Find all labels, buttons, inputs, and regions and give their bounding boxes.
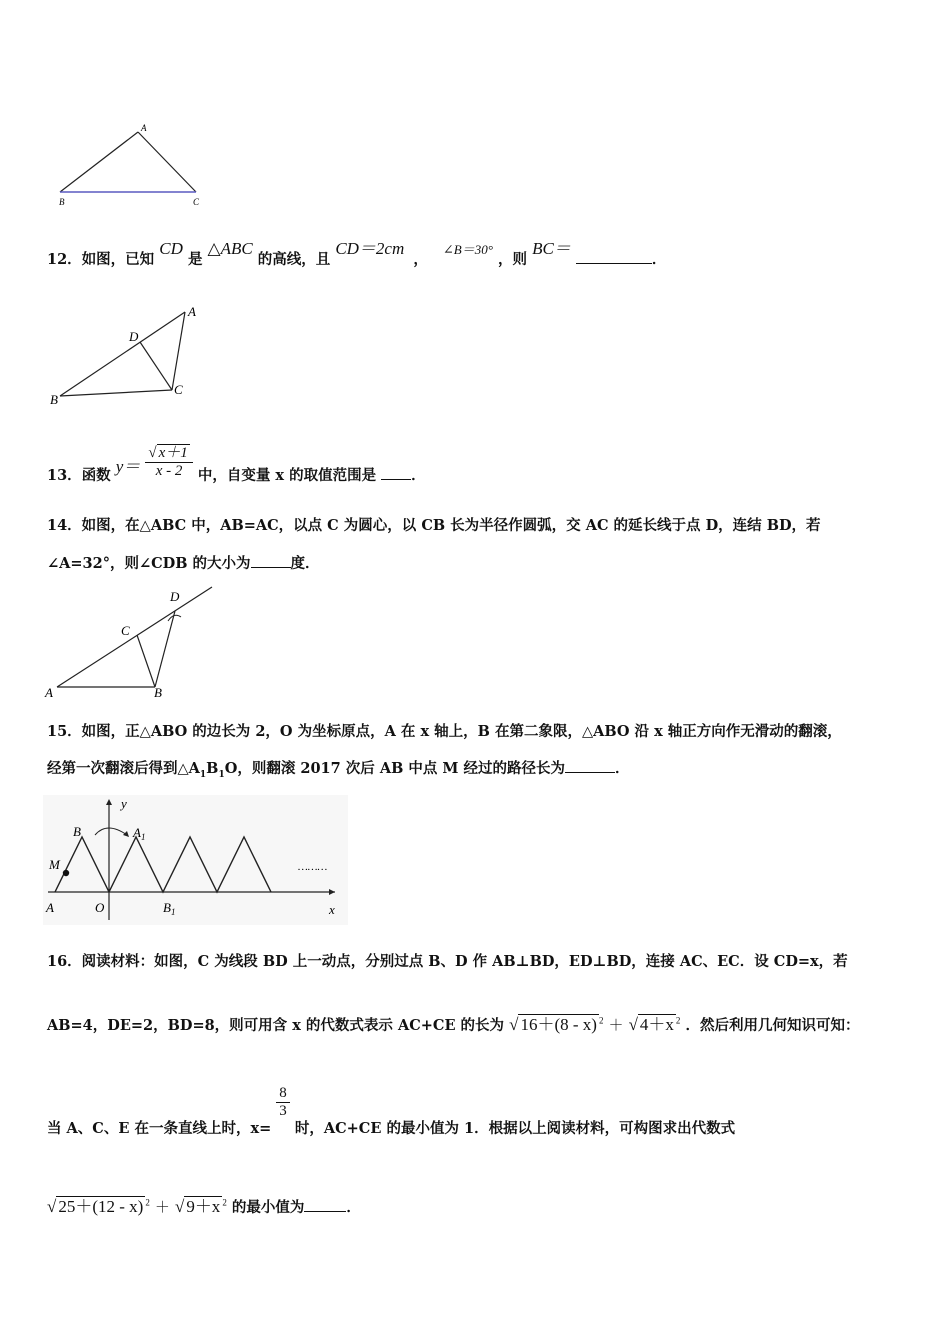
- question-13: 13．函数 y＝ $\frac{√ x+1}{x - 2}$ 中，自变量 x 的取值范围是 ．: [47, 440, 426, 479]
- label-d: D: [129, 329, 139, 344]
- question-16-line3: 当 A、C、E 在一条直线上时，x= $\frac{8}{3}$ 时，AC+CE 的最小值为 1．根据以上阅读材料，可构图求出代数式: [47, 1085, 736, 1137]
- figure-q12: [45, 300, 215, 410]
- math-sqrt-expr2a: √ 25＋(12 - x) $^2$: [47, 1197, 150, 1216]
- question-15-line1: 15．如图，正△ABO 的边长为 2，O 为坐标原点，A 在 x 轴上，B 在第二象限，△ABO 沿 x 轴正方向作无滑动的翻滚，: [47, 723, 842, 740]
- math-fraction: $\frac{√ x+1}{x - 2}$: [145, 441, 192, 480]
- answer-blank[interactable]: [565, 758, 615, 773]
- answer-blank[interactable]: [304, 1197, 346, 1212]
- answer-blank[interactable]: [251, 553, 291, 568]
- label-m: M: [49, 857, 60, 872]
- question-16-line2: AB=4，DE=2，BD=8，则可用含 x 的代数式表示 AC+CE 的长为 √ 16＋(8 - x) $^2$ ＋ √ 4＋x $^2$ ．然后利用几何知识可知：: [47, 1015, 860, 1034]
- label-a: A: [45, 685, 53, 700]
- math-triangle-abc: △ABC: [207, 239, 253, 258]
- dots: ………: [298, 861, 328, 873]
- question-14-line2: ∠A=32°，则∠CDB 的大小为 度．: [47, 555, 320, 572]
- math-sqrt-expr2b: √ 9＋x $^2$: [174, 1197, 227, 1216]
- answer-blank[interactable]: [576, 249, 652, 264]
- math-sqrt-expr1b: √ 4＋x $^2$: [628, 1015, 681, 1034]
- svg-text:A1: $A_1$: [133, 825, 146, 842]
- math-angle-b: ∠B＝30°: [442, 242, 493, 257]
- answer-blank[interactable]: [381, 465, 411, 480]
- label-a: A: [141, 123, 147, 133]
- label-c: C: [174, 382, 183, 397]
- label-b: B: [154, 685, 162, 700]
- label-d: D: [170, 589, 180, 604]
- label-x: x: [329, 902, 335, 917]
- question-15-line2: 经第一次翻滚后得到$\triangle A_1B_1O$，则翻滚 2017 次后 AB 中点 M 经过的路径长为 ．: [47, 760, 630, 780]
- math-bc: BC＝: [532, 239, 571, 258]
- label-b1: B: [163, 900, 171, 915]
- math-y: y＝: [115, 456, 141, 476]
- question-12: 12．如图，已知 CD 是 △ABC 的高线，且 CD＝2cm ， ∠B＝30° ，则 BC＝ ．: [47, 239, 667, 268]
- label-a: A: [188, 304, 196, 319]
- label-b: B: [50, 392, 58, 407]
- math-fraction-8-3: $\frac{8}{3}$: [276, 1085, 290, 1120]
- math-cd-eq: CD＝2cm: [335, 239, 405, 258]
- figure-triangle-abc: [50, 120, 220, 215]
- figure-q15: [43, 795, 348, 925]
- label-c: C: [121, 623, 130, 638]
- question-14-line1: 14．如图，在△ABC 中，AB=AC，以点 C 为圆心，以 CB 长为半径作圆弧，交 AC 的延长线于点 D，连结 BD，若: [47, 517, 821, 534]
- figure-q14: [40, 585, 230, 700]
- label-a: A: [46, 900, 54, 915]
- label-c: C: [193, 197, 200, 207]
- math-cd: CD: [159, 239, 183, 258]
- label-o: O: [95, 900, 105, 915]
- label-y: y: [121, 796, 127, 811]
- svg-text:B1: $B_1$: [163, 900, 176, 917]
- label-a1: A: [133, 825, 141, 840]
- math-sqrt-expr1a: √ 16＋(8 - x) $^2$: [509, 1015, 604, 1034]
- question-16-line1: 16．阅读材料：如图，C 为线段 BD 上一动点，分别过点 B、D 作 AB⊥BD，ED⊥BD，连接 AC、EC．设 CD=x，若: [47, 953, 848, 970]
- question-16-line4: √ 25＋(12 - x) $^2$ ＋ √ 9＋x $^2$ 的最小值为 ．: [47, 1197, 361, 1216]
- label-b: B: [73, 824, 81, 839]
- label-b: B: [59, 197, 65, 207]
